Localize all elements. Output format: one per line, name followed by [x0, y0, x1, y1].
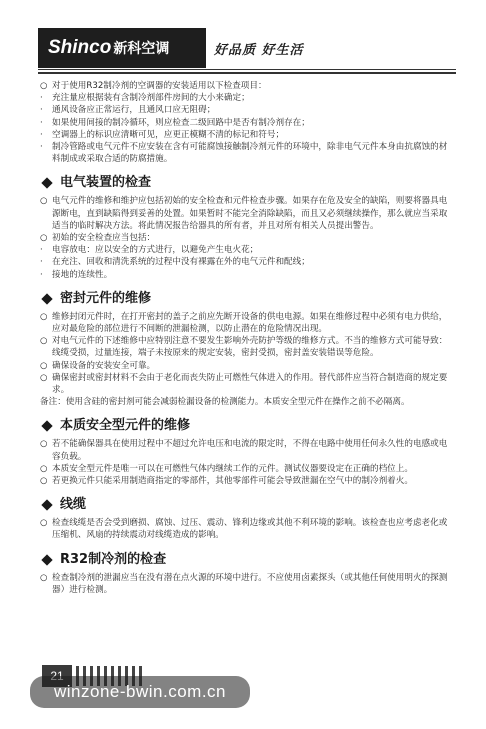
bullet-mark: ○ — [40, 572, 48, 583]
diamond-bullet-icon — [41, 293, 52, 304]
bullet-item — [40, 80, 450, 92]
brand-name-cn: 新科空调 — [113, 41, 170, 57]
section-title: 密封元件的维修 — [60, 290, 152, 306]
sub-item — [40, 141, 450, 165]
bullet-mark: · — [40, 117, 43, 128]
diamond-bullet-icon — [41, 554, 52, 565]
sub-item — [40, 269, 450, 281]
bullet-item — [40, 372, 450, 396]
note-item — [40, 396, 450, 408]
item-text: 检查制冷剂的泄漏应当在没有潜在点火源的环境中进行。不应使用卤素探头（或其他任何使用明火的探测器）进行检测。 — [52, 572, 448, 595]
bullet-item — [40, 195, 450, 232]
bullet-mark: ○ — [40, 463, 48, 474]
bullet-mark: ○ — [40, 476, 48, 487]
section-title: R32制冷剂的检查 — [60, 551, 167, 567]
section-heading — [40, 497, 450, 513]
item-text: 对于使用R32制冷剂的空调器的安装适用以下检查项目： — [52, 81, 267, 91]
item-text: 检查线缆是否会受到磨损、腐蚀、过压、震动、锋利边缘或其他不利环境的影响。该检查也应考虑老化或压缩机、风扇的持续震动对线缆造成的影响。 — [52, 518, 448, 541]
watermark: winzone-bwin.com.cn — [30, 676, 250, 708]
bullet-mark: · — [40, 142, 43, 153]
bullet-mark: ○ — [40, 518, 48, 529]
header-rule — [38, 69, 456, 70]
sub-item — [40, 117, 450, 129]
diamond-bullet-icon — [41, 178, 52, 189]
item-text: 对电气元件的下述维修中应特别注意不要发生影响外壳防护等级的维修方式。不当的维修方式可能导致：线缆受损，过量连接，端子未按原来的规定安装，密封受损，密封盖安装错误等危险。 — [52, 336, 448, 359]
item-text: 确保设备的安装安全可靠。 — [52, 360, 156, 371]
bullet-mark: ○ — [40, 360, 48, 371]
sub-item — [40, 92, 450, 104]
item-text: 维修封闭元件时，在打开密封的盖子之前应先断开设备的供电电源。如果在维修过程中必须有电力供给，应对最危险的部位进行不间断的泄漏检测，以防止潜在的危险情况出现。 — [52, 311, 448, 335]
section-title: 本质安全型元件的维修 — [60, 418, 191, 434]
brand-logo — [38, 28, 206, 68]
item-text: 如果使用间接的制冷循环，则应检查二级回路中是否有制冷剂存在； — [52, 117, 310, 128]
item-text: 电气元件的维修和维护应包括初始的安全检查和元件检查步骤。如果存在危及安全的缺陷，则要将器具电源断电，直到缺陷得到妥善的处置。如果暂时不能完全消除缺陷，而且又必须继续操作，那么就应当采取适当的临时解决方法。将此情况报告给器具的所有者，并且对所有相关人员提出警告。 — [52, 196, 448, 231]
section-heading — [40, 552, 450, 568]
section-heading — [40, 291, 450, 307]
item-text: 确保密封或密封材料不会由于老化而丧失防止可燃性气体进入的作用。替代部件应当符合制造商的规定要求。 — [52, 372, 448, 396]
item-text: 备注：使用含硅的密封剂可能会减弱检漏设备的检测能力。本质安全型元件在操作之前不必隔离。 — [40, 397, 410, 408]
item-text: 电容放电：应以安全的方式进行，以避免产生电火花； — [52, 245, 259, 256]
item-text: 若不能确保器具在使用过程中不超过允许电压和电流的限定时，不得在电路中使用任何永久性的电感或电容负载。 — [52, 439, 448, 462]
section-title: 电气装置的检查 — [60, 175, 152, 191]
slogan: 好品质 好生活 — [214, 43, 304, 58]
bullet-mark: · — [40, 269, 43, 280]
item-text: 接地的连续性。 — [52, 269, 113, 280]
section-title: 线缆 — [60, 497, 87, 513]
bullet-item — [40, 463, 450, 475]
bullet-item — [40, 335, 450, 359]
bullet-mark: ○ — [40, 81, 48, 91]
bullet-item — [40, 438, 450, 462]
bullet-mark: ○ — [40, 233, 48, 244]
bullet-item — [40, 475, 450, 487]
section-heading — [40, 175, 450, 191]
item-text: 制冷管路或电气元件不应安装在含有可能腐蚀接触制冷剂元件的环境中，除非电气元件本身由抗腐蚀的材料制成或采取合适的防腐措施。 — [52, 142, 448, 165]
header-rule-thick — [38, 72, 456, 74]
item-text: 通风设备应正常运行，且通风口应无阻碍； — [52, 105, 216, 116]
item-text: 空调器上的标识应清晰可见，应更正模糊不清的标记和符号； — [52, 129, 285, 140]
bullet-mark: · — [40, 257, 43, 268]
sub-item — [40, 244, 450, 256]
bullet-mark: ○ — [40, 372, 48, 383]
bullet-item — [40, 311, 450, 335]
section-heading — [40, 418, 450, 434]
bullet-mark: · — [40, 93, 43, 104]
diamond-bullet-icon — [41, 421, 52, 432]
sub-item — [40, 256, 450, 268]
item-text: 充注量应根据装有含制冷剂部件房间的大小来确定； — [52, 93, 250, 104]
bullet-item — [40, 517, 450, 541]
brand-name-en: Shinco — [48, 37, 112, 58]
item-text: 初始的安全检查应当包括： — [52, 233, 156, 244]
diamond-bullet-icon — [41, 500, 52, 511]
item-text: 在充注、回收和清洗系统的过程中没有裸露在外的电气元件和配线； — [52, 257, 310, 268]
bullet-item — [40, 572, 450, 596]
bullet-mark: ○ — [40, 336, 48, 347]
bullet-mark: ○ — [40, 439, 48, 450]
document-body — [40, 80, 450, 596]
intro-list — [40, 80, 450, 165]
bullet-mark: · — [40, 245, 43, 256]
sections — [40, 175, 450, 596]
bullet-mark: ○ — [40, 196, 48, 207]
bullet-mark: · — [40, 105, 43, 116]
page-header — [38, 28, 456, 72]
bullet-mark: · — [40, 129, 43, 140]
bullet-item — [40, 360, 450, 372]
sub-item — [40, 104, 450, 116]
item-text: 本质安全型元件是唯一可以在可燃性气体内继续工作的元件。测试仪器要设定在正确的档位上。 — [52, 463, 413, 474]
sub-item — [40, 129, 450, 141]
bullet-item — [40, 232, 450, 244]
item-text: 若更换元件只能采用制造商指定的零部件，其他零部件可能会导致泄漏在空气中的制冷剂着火。 — [52, 476, 413, 487]
bullet-mark: ○ — [40, 311, 48, 322]
